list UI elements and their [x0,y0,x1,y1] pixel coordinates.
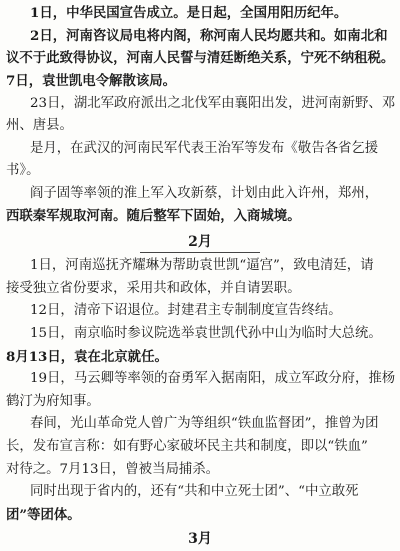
text-line: 8月13日，袁在北京就任。 [6,349,168,365]
month-heading: 2月 [188,234,212,250]
text-line: 2日，河南咨议局电将内阁，称河南人民均愿共和。如南北和 [30,28,388,44]
text-line: 西联秦军规取河南。随后整军下固始，入商城境。 [6,208,301,224]
text-line: 州、唐县。 [6,118,73,133]
text-line: 对待之。7月13日，曾被当局捕杀。 [6,462,220,477]
text-line: 1日，河南巡抚齐耀琳为帮助袁世凯“逼宫”，致电清廷，请 [30,258,374,273]
text-line: 接受独立省份要求，采用共和政体，并自请罢职。 [6,281,301,296]
text-line: 7日，袁世凯电令解散该局。 [6,73,177,89]
text-line: 鹤汀为府知事。 [6,394,100,409]
text-line: 阎子固等率领的淮上军入攻新蔡，计划由此入许州，郑州， [30,186,379,201]
text-line: 同时出现于省内的，还有“共和中立死士团”、“中立敢死 [30,484,359,499]
text-line: 团”等团体。 [6,507,81,523]
text-line: 12日，清帝下诏退位。封建君主专制制度宣告终结。 [30,303,342,318]
text-line: 23日，湖北军政府派出之北伐军由襄阳出发，进河南新野、邓 [30,96,396,111]
month-heading: 3月 [188,531,212,547]
text-line: 15日，南京临时参议院选举袁世凯代孙中山为临时大总统。 [30,326,382,341]
text-line: 长，发布宣言称：如有野心家破坏民主共和制度，即以“铁血” [6,439,368,454]
text-line: 19日，马云卿等率领的奋勇军入据南阳，成立军政分府，推杨 [30,371,396,386]
text-line: 是月，在武汉的河南民军代表王治军等发布《敬告各省乞援 [30,141,379,156]
month-divider [140,252,260,253]
text-line: 1日，中华民国宣告成立。是日起，全国用阳历纪年。 [30,5,348,21]
text-line: 议不于此致得协议，河南人民誓与清廷断绝关系，宁死不纳租税。 [6,50,395,66]
text-line: 春间，光山革命党人曾广为等组织“铁血监督团”，推曾为团 [30,416,379,431]
text-line: 书》。 [6,163,40,178]
